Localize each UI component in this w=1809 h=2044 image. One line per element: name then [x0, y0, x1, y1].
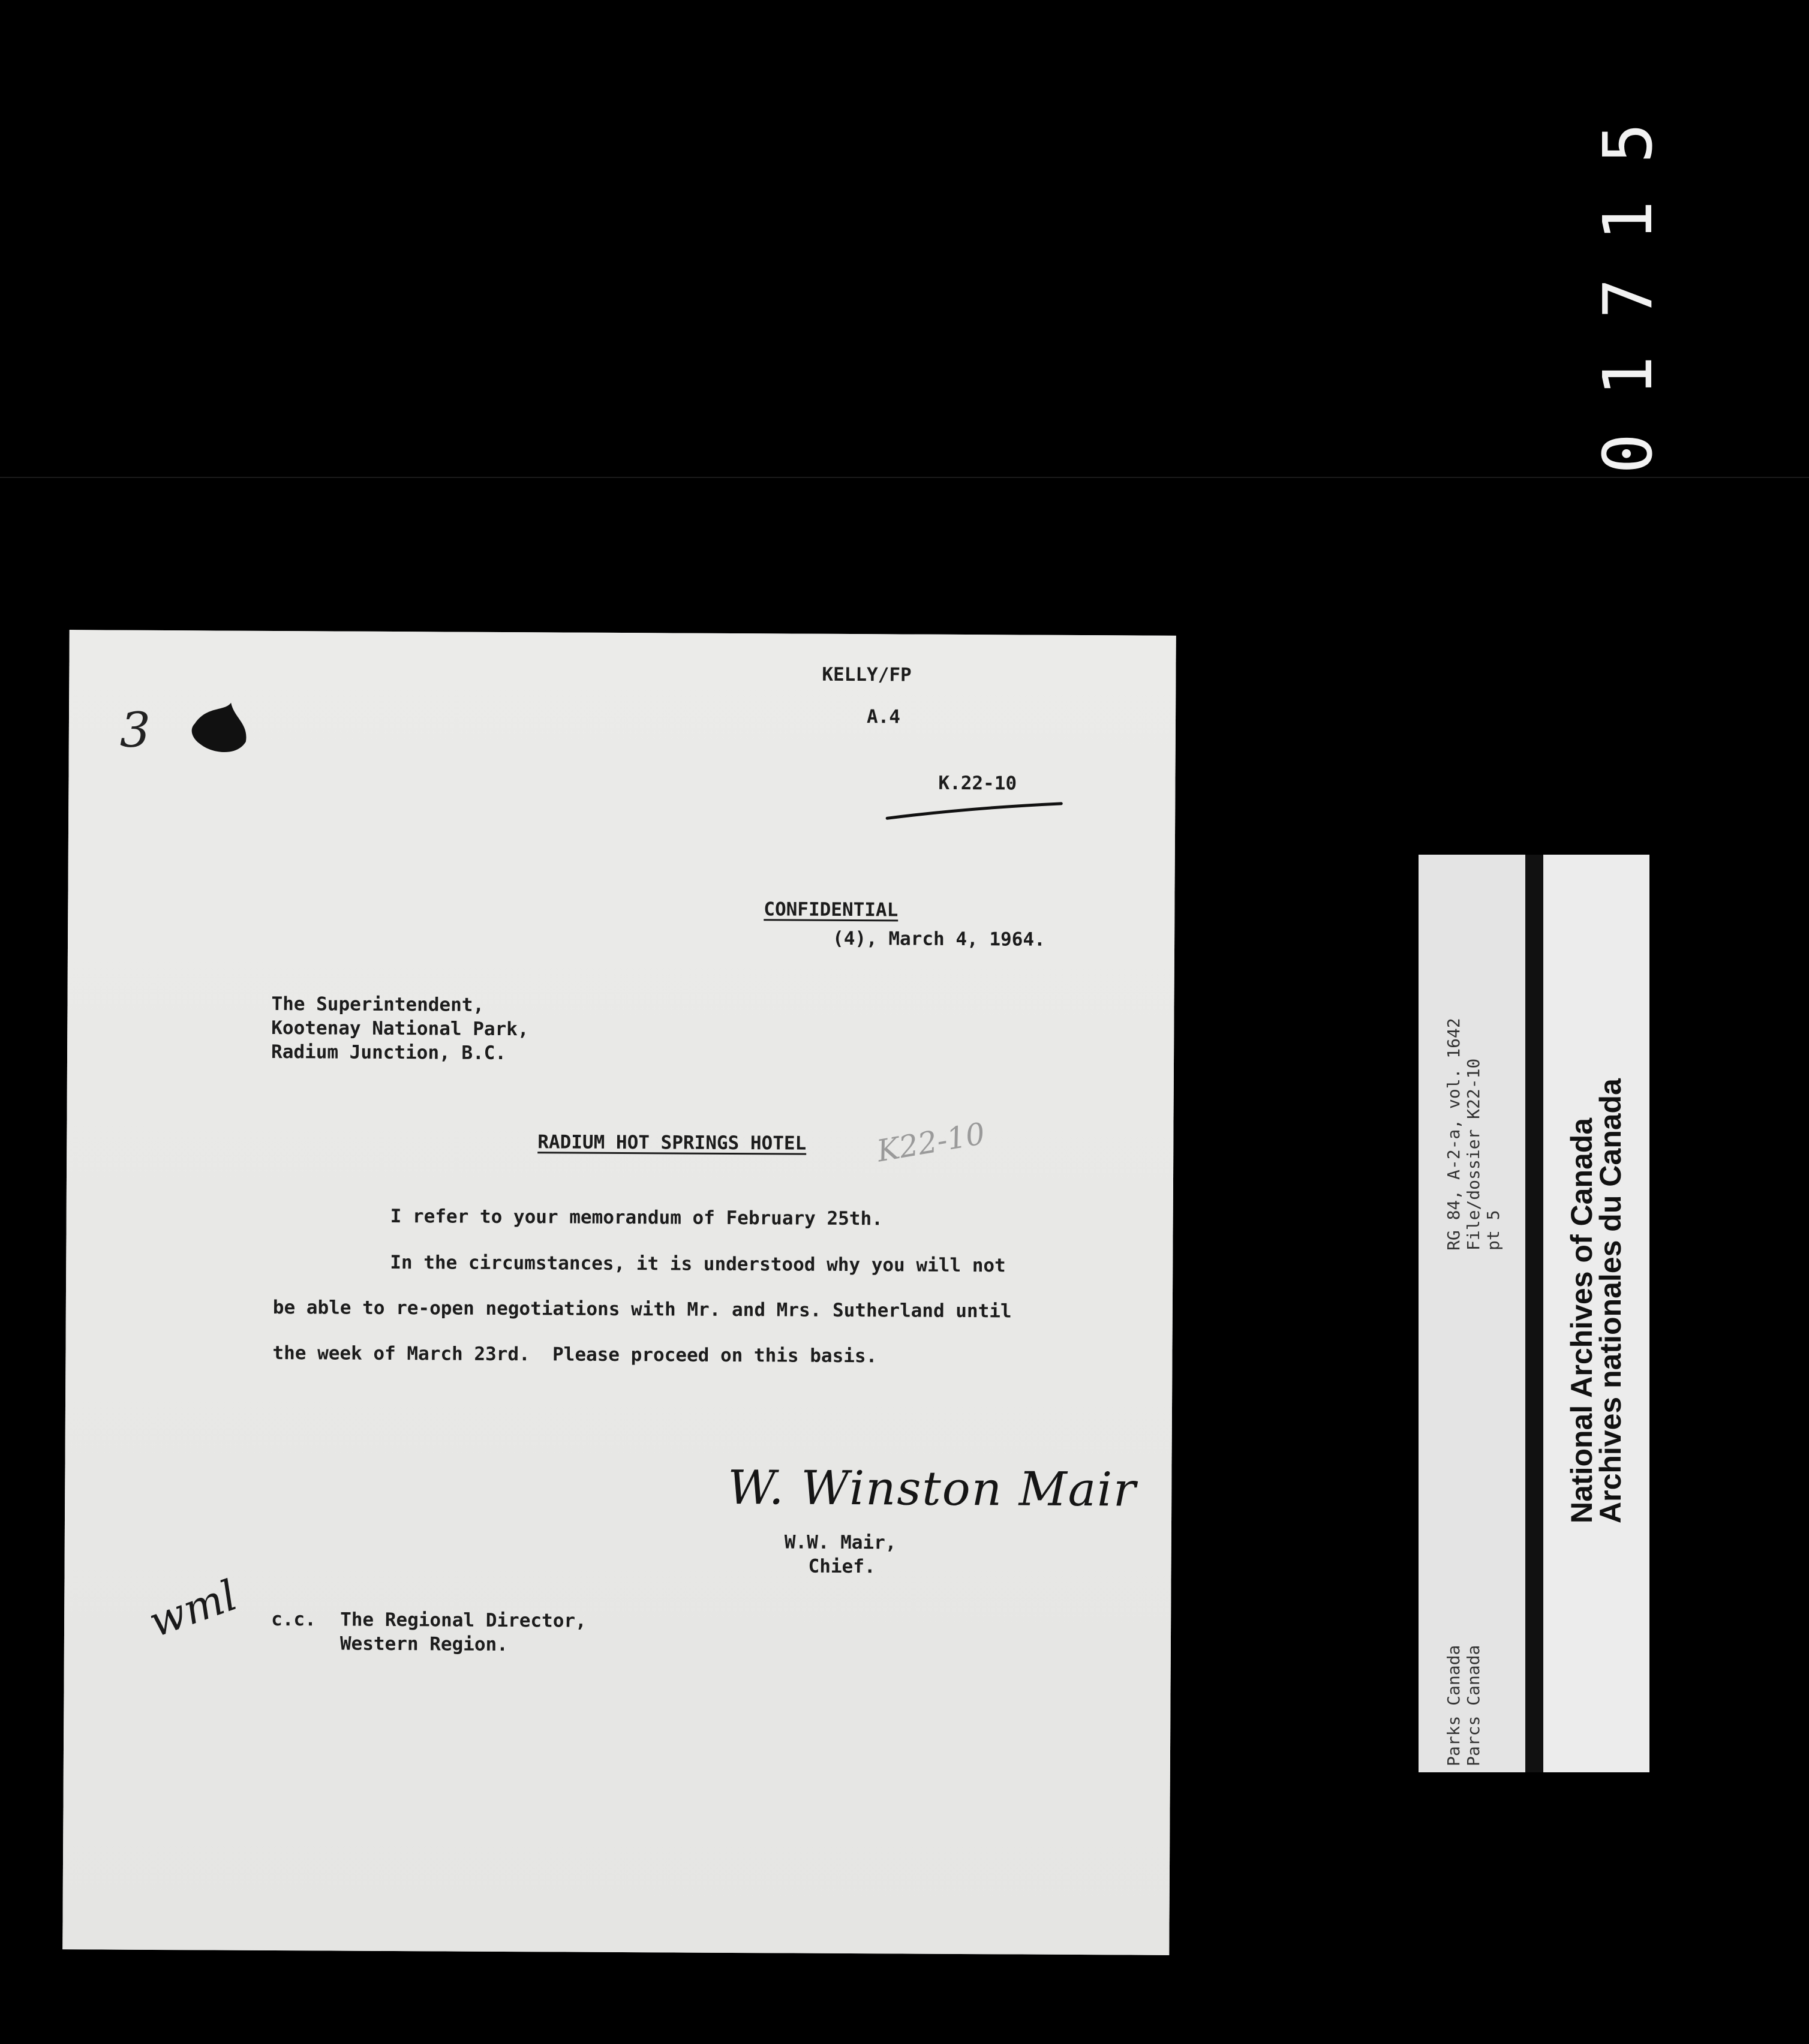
signatory-title: Chief.: [808, 1555, 876, 1578]
cc-line-2: Western Region.: [339, 1633, 508, 1656]
recipient-line-1: The Superintendent,: [271, 993, 485, 1016]
archive-label: [1419, 855, 1649, 1772]
reference-line-3: pt 5: [1483, 1210, 1503, 1251]
institution-name: [1567, 1078, 1625, 1523]
ref-initials: KELLY/FP: [822, 663, 912, 686]
paragraph-2-line-1: In the circumstances, it is understood why you will not: [390, 1251, 1006, 1277]
cc-label: c.c.: [271, 1608, 316, 1631]
institution-line-2: Archives nationales du Canada: [1594, 1078, 1627, 1523]
institution-line-1: National Archives of Canada: [1565, 1117, 1598, 1523]
recipient-line-2: Kootenay National Park,: [271, 1017, 529, 1041]
paragraph-1: I refer to your memorandum of February 25th.: [390, 1205, 883, 1230]
archive-label-reference-panel: [1419, 855, 1525, 1772]
agency-line-1: Parks Canada: [1444, 1645, 1464, 1766]
file-number-underline: [884, 799, 1064, 824]
ref-code: A.4: [866, 706, 901, 728]
subject-line: RADIUM HOT SPRINGS HOTEL: [537, 1131, 807, 1155]
classification: CONFIDENTIAL: [764, 898, 899, 921]
margin-annotation: [875, 1116, 988, 1169]
microfilm-frame-number: [1506, 0, 1667, 480]
paragraph-2-line-3: the week of March 23rd. Please proceed on this basis.: [272, 1342, 878, 1367]
label-divider: [1525, 855, 1543, 1772]
agency-name: [1444, 1645, 1483, 1766]
initials-text: wml: [142, 1570, 244, 1647]
paragraph-2-line-2: be able to re-open negotiations with Mr. and Mrs. Sutherland until: [272, 1296, 1012, 1322]
corner-mark-text: 3: [119, 702, 151, 758]
frame-number-text: 01715: [1589, 85, 1667, 474]
date-line: (4), March 4, 1964.: [833, 927, 1045, 951]
corner-mark: [120, 702, 151, 758]
initials-annotation: [143, 1571, 244, 1647]
ink-blot: [189, 699, 256, 760]
agency-line-2: Parcs Canada: [1464, 1645, 1483, 1766]
reference-line-2: File/dossier K22-10: [1464, 1058, 1483, 1251]
reference-line-1: RG 84, A-2-a, vol. 1642: [1444, 1018, 1464, 1251]
recipient-line-3: Radium Junction, B.C.: [271, 1041, 507, 1065]
signature-text: W. Winston Mair: [728, 1460, 1137, 1517]
archive-reference: [1444, 1018, 1503, 1251]
file-number: K.22-10: [938, 772, 1017, 795]
cc-line-1: The Regional Director,: [340, 1609, 587, 1632]
signatory-name: W.W. Mair,: [784, 1531, 897, 1554]
archive-label-institution-panel: [1543, 855, 1649, 1772]
film-divider: [0, 477, 1809, 478]
margin-annotation-text: K22-10: [874, 1116, 988, 1169]
letter-page: [62, 630, 1176, 1955]
handwritten-signature: [728, 1461, 1137, 1517]
